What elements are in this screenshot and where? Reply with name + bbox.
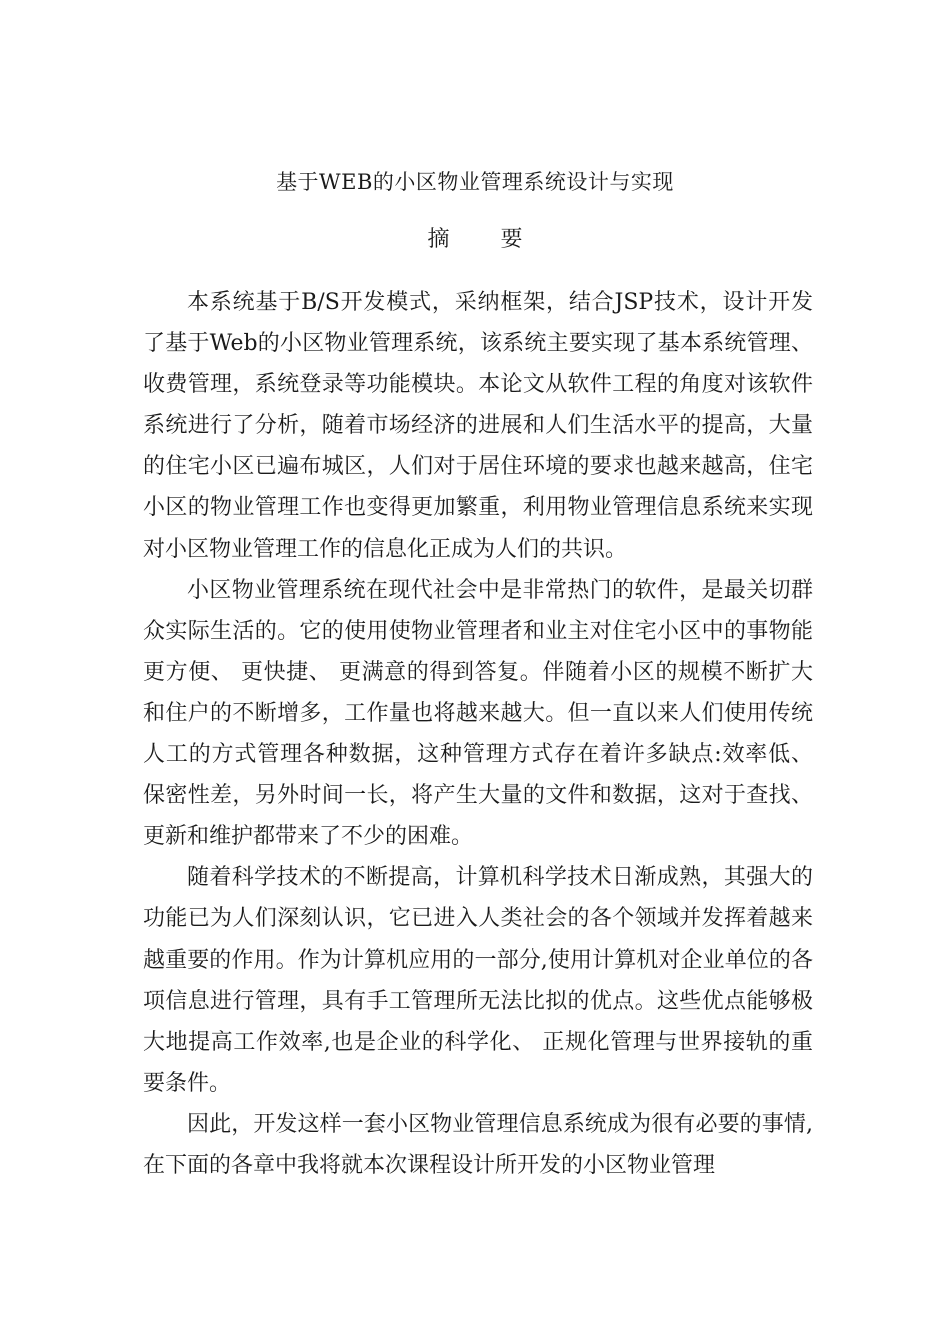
abstract-paragraph-2: 小区物业管理系统在现代社会中是非常热门的软件，是最关切群众实际生活的。它的使用使物业管理者和业主对住宅小区中的事物能更方便、 更快捷、 更满意的得到答复。伴随着小区的规模不断扩大和住户的不断增多，工作量也将越来越大。但一直以来人们使用传统人工的方式管理各种数据，这种管理方式存在着许多缺点:效率低、 保密性差，另外时间一长，将产生大量的文件和数据，这对于查找、 更新和维护都带来了不少的困难。 xyxy=(143,577,813,850)
abstract-paragraph-1: 本系统基于B/S开发模式，采纳框架，结合JSP技术，设计开发了基于Web的小区物业管理系统，该系统主要实现了基本系统管理、 收费管理，系统登录等功能模块。本论文从软件工程的角度对该软件系统进行了分析，随着市场经济的进展和人们生活水平的提高，大量的住宅小区已遍布城区，人们对于居住环境的要求也越来越高，住宅小区的物业管理工作也变得更加繁重，利用物业管理信息系统来实现对小区物业管理工作的信息化正成为人们的共识。 xyxy=(143,290,813,562)
abstract-paragraph-4: 因此，开发这样一套小区物业管理信息系统成为很有必要的事情,在下面的各章中我将就本次课程设计所开发的小区物业管理 xyxy=(143,1111,813,1178)
abstract-body xyxy=(143,282,813,1186)
document-title: 基于WEB的小区物业管理系统设计与实现 xyxy=(276,170,674,194)
abstract-paragraph-3: 随着科学技术的不断提高，计算机科学技术日渐成熟，其强大的功能已为人们深刻认识，它已进入人类社会的各个领域并发挥着越来越重要的作用。作为计算机应用的一部分,使用计算机对企业单位的各项信息进行管理，具有手工管理所无法比拟的优点。这些优点能够极大地提高工作效率,也是企业的科学化、 正规化管理与世界接轨的重要条件。 xyxy=(143,865,813,1096)
abstract-heading: 摘 要 xyxy=(427,227,545,252)
